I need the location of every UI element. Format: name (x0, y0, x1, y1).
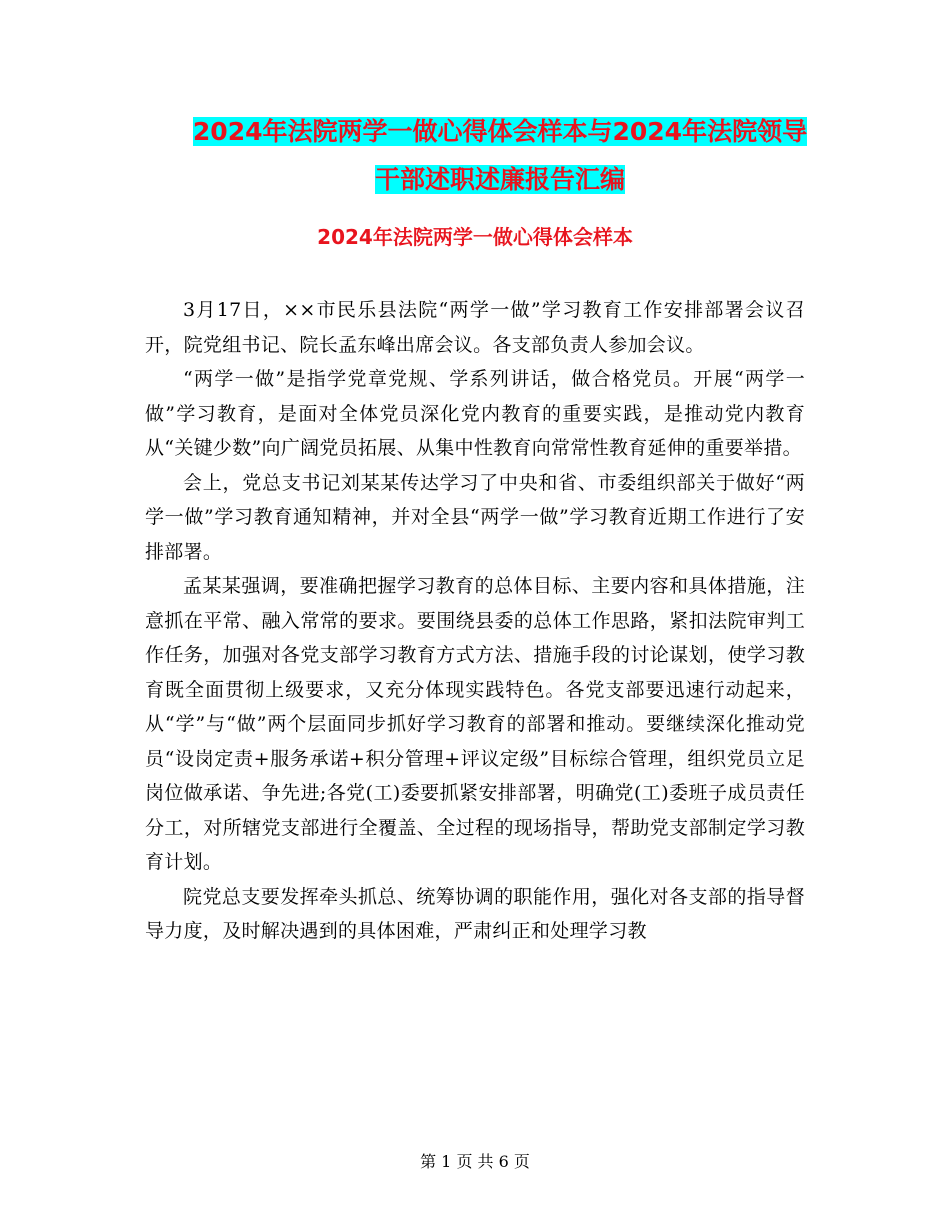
document-body (145, 293, 805, 949)
document-title-line-2: 干部述职述廉报告汇编 (374, 165, 625, 194)
document-title-line-1: 2024年法院两学一做心得体会样本与2024年法院领导 (192, 117, 808, 146)
section-title: 2024年法院两学一做心得体会样本 (317, 225, 633, 249)
document-title (160, 108, 840, 204)
page-footer: 第 1 页 共 6 页 (420, 1152, 530, 1171)
paragraph: 院党总支要发挥牵头抓总、统筹协调的职能作用，强化对各支部的指导督导力度，及时解决遇到的具体困难，严肃纠正和处理学习教 (145, 885, 805, 942)
paragraph: 孟某某强调，要准确把握学习教育的总体目标、主要内容和具体措施，注意抓在平常、融入常常的要求。要围绕县委的总体工作思路，紧扣法院审判工作任务，加强对各党支部学习教育方式方法、措施手段的讨论谋划，使学习教育既全面贯彻上级要求，又充分体现实践特色。各党支部要迅速行动起来，从“学”与“做”两个层面同步抓好学习教育的部署和推动。要继续深化推动党员“设岗定责+服务承诺+积分管理+评议定级”目标综合管理，组织党员立足岗位做承诺、争先进;各党(工)委要抓紧安排部署，明确党(工)委班子成员责任分工，对所辖党支部进行全覆盖、全过程的现场指导，帮助党支部制定学习教育计划。 (145, 575, 805, 873)
paragraph: “两学一做”是指学党章党规、学系列讲话，做合格党员。开展“两学一做”学习教育，是面对全体党员深化党内教育的重要实践，是推动党内教育从“关键少数”向广阔党员拓展、从集中性教育向常常性教育延伸的重要举措。 (145, 368, 805, 459)
paragraph: 会上，党总支书记刘某某传达学习了中央和省、市委组织部关于做好“两学一做”学习教育通知精神，并对全县“两学一做”学习教育近期工作进行了安排部署。 (145, 471, 805, 563)
paragraph: 3月17日，××市民乐县法院“两学一做”学习教育工作安排部署会议召开，院党组书记、院长孟东峰出席会议。各支部负责人参加会议。 (145, 299, 805, 356)
